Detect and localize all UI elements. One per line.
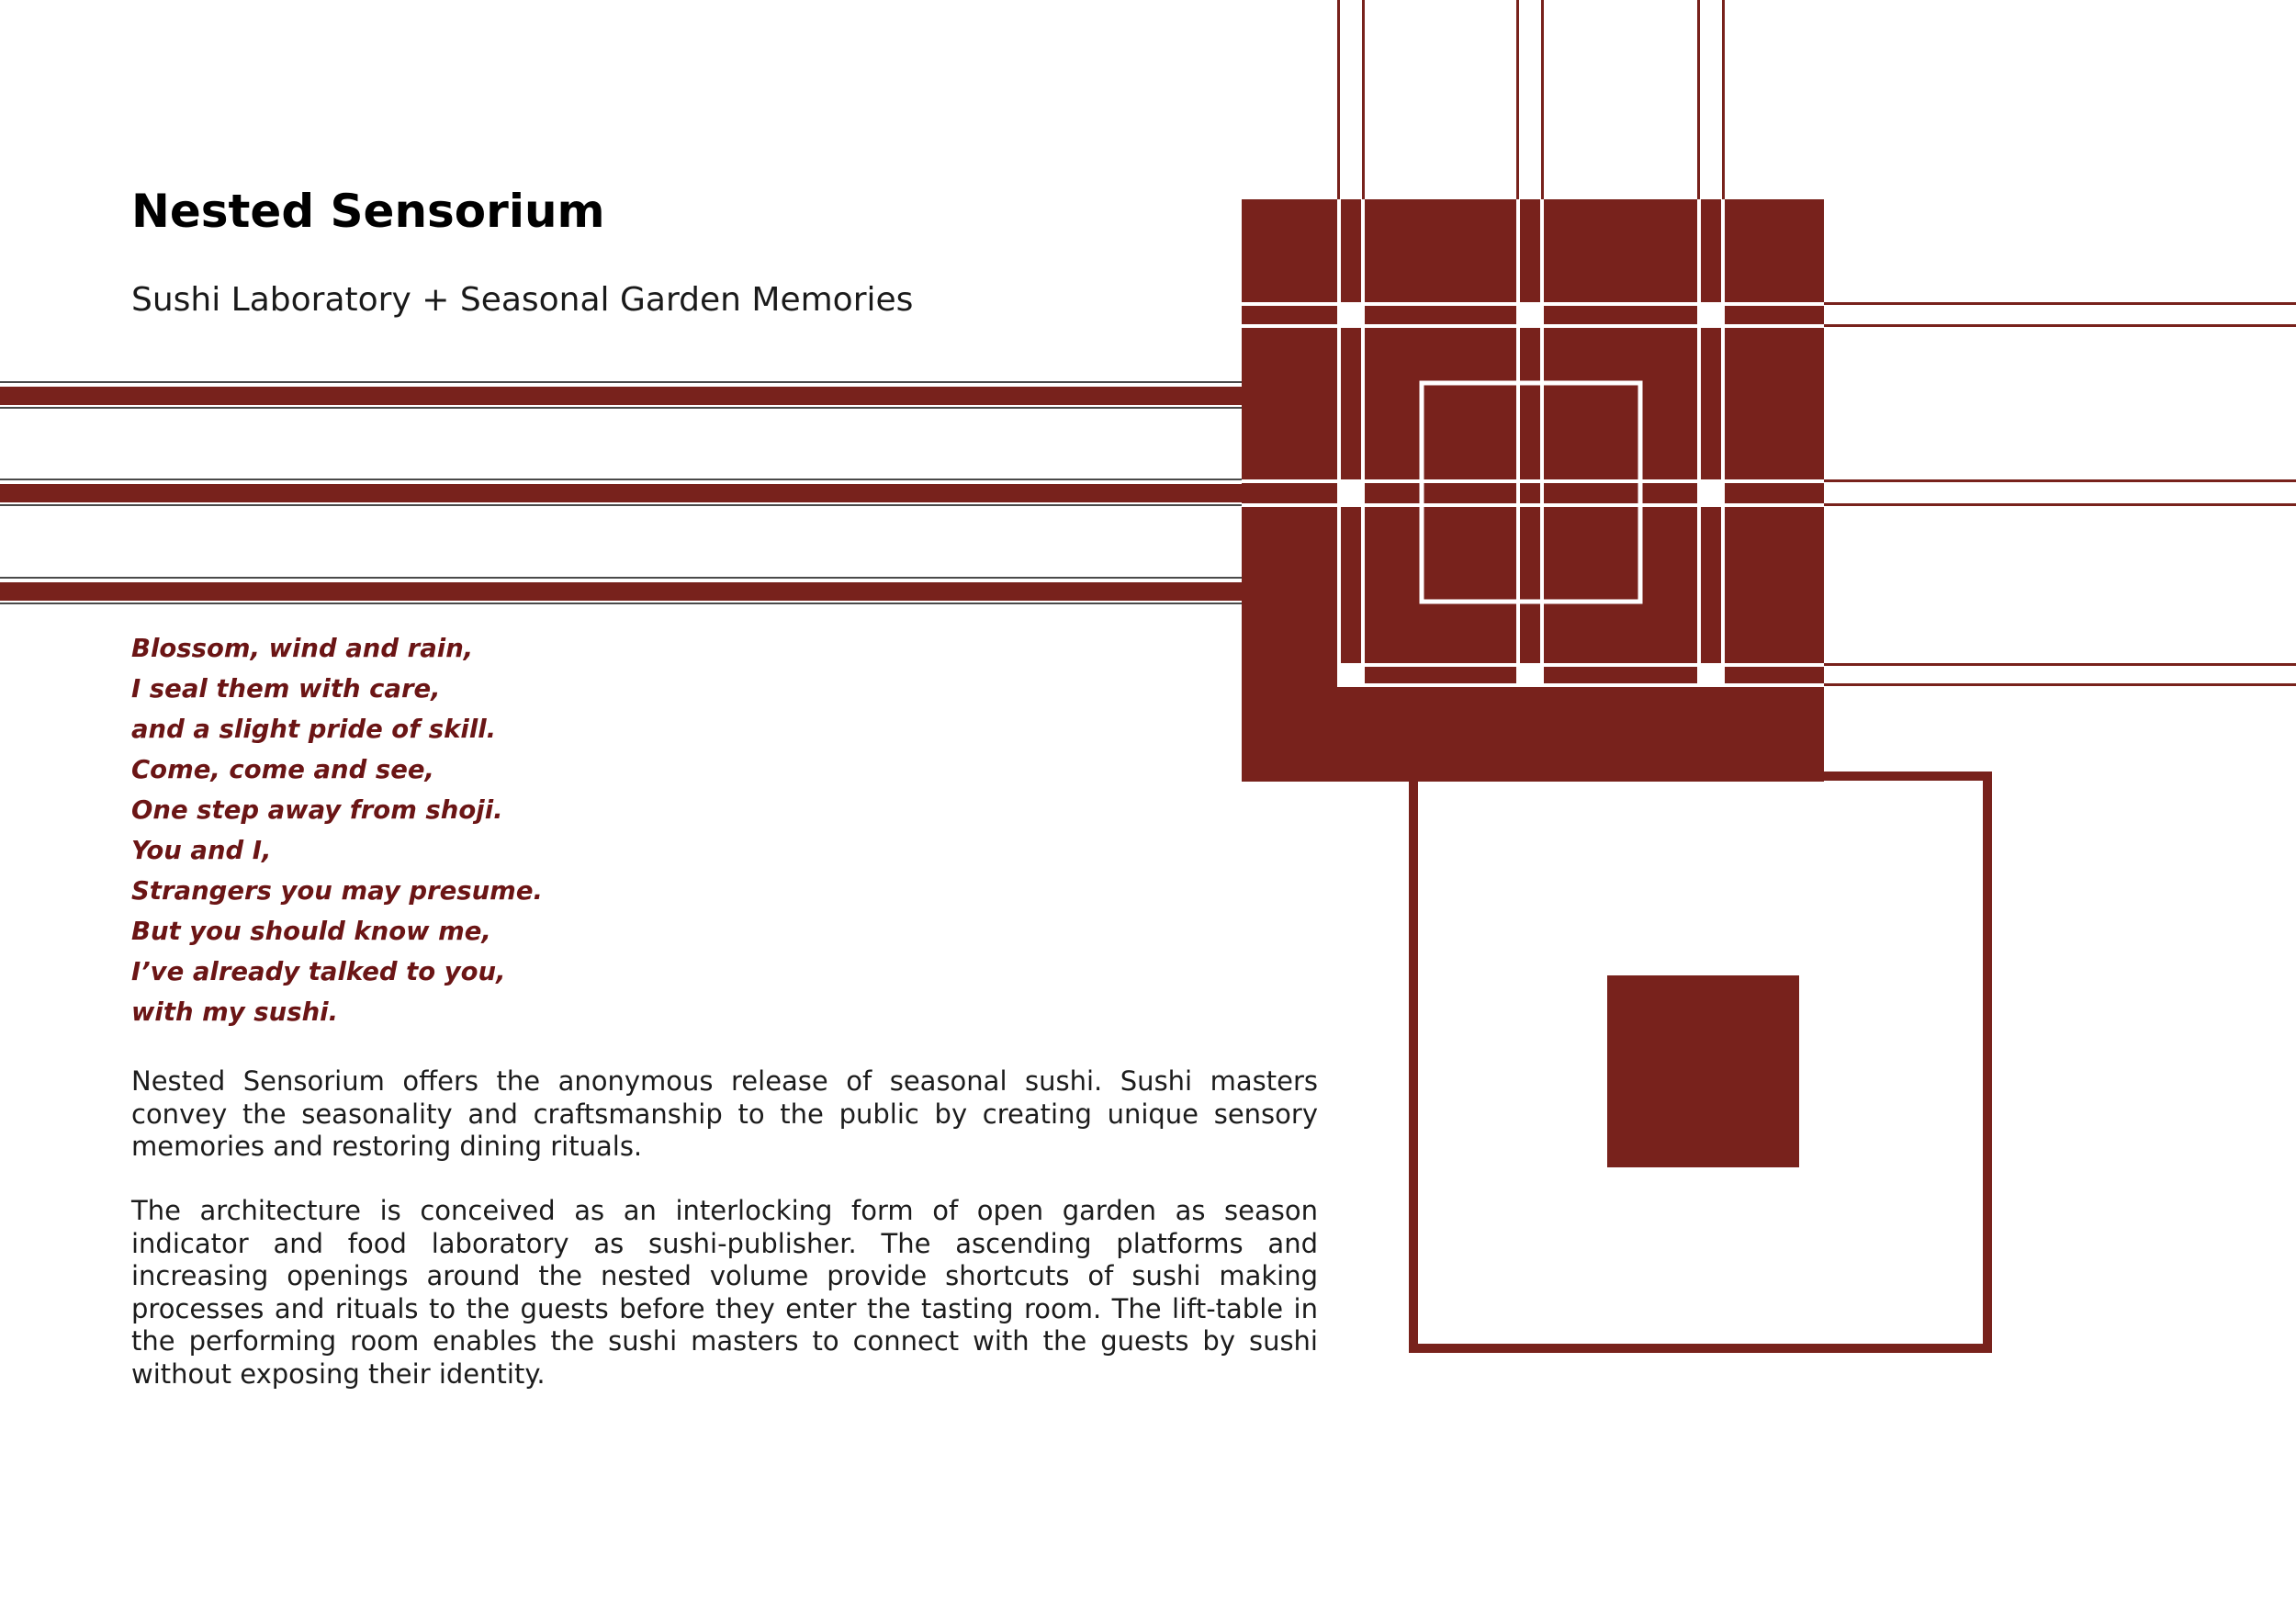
poem-line: Blossom, wind and rain, (131, 634, 474, 663)
poem-line: But you should know me, (131, 917, 491, 946)
body-paragraph: Nested Sensorium offers the anonymous release of seasonal sushi. Sushi masters convey the seasonality and craftsmanship to the public by creating unique sensory memories and restoring dining rituals. (131, 1065, 1318, 1162)
top-vertical-lines (1337, 0, 1725, 199)
page-subtitle: Sushi Laboratory + Seasonal Garden Memories (131, 281, 914, 319)
poem-line: and a slight pride of skill. (131, 715, 497, 744)
poem-line: Strangers you may presume. (131, 876, 543, 906)
large-red-square (1242, 199, 1824, 782)
left-horizontal-bands (0, 381, 1242, 604)
right-horizontal-lines (1824, 302, 2296, 686)
left-band-top (0, 381, 1242, 409)
small-red-square (1607, 975, 1799, 1167)
poem-line: One step away from shoji. (131, 795, 503, 825)
poem-line: I’ve already talked to you, (131, 957, 506, 986)
poem-line: I seal them with care, (131, 674, 441, 704)
page-title: Nested Sensorium (131, 185, 605, 238)
left-band-bottom (0, 577, 1242, 604)
poem-line: You and I, (131, 836, 272, 865)
body-paragraph: The architecture is conceived as an interlocking form of open garden as season indicator and food laboratory as sushi-publisher. The ascending platforms and increasing openings around the nested volume provide shortcuts of sushi making processes and rituals to the guests before they enter the tasting room. The lift-table in the performing room enables the sushi masters to connect with the guests by sushi without exposing their identity. (131, 1195, 1318, 1390)
left-band-middle (0, 479, 1242, 506)
poem-line: Come, come and see, (131, 755, 434, 784)
poem (131, 628, 543, 1032)
poem-line: with my sushi. (131, 997, 339, 1027)
